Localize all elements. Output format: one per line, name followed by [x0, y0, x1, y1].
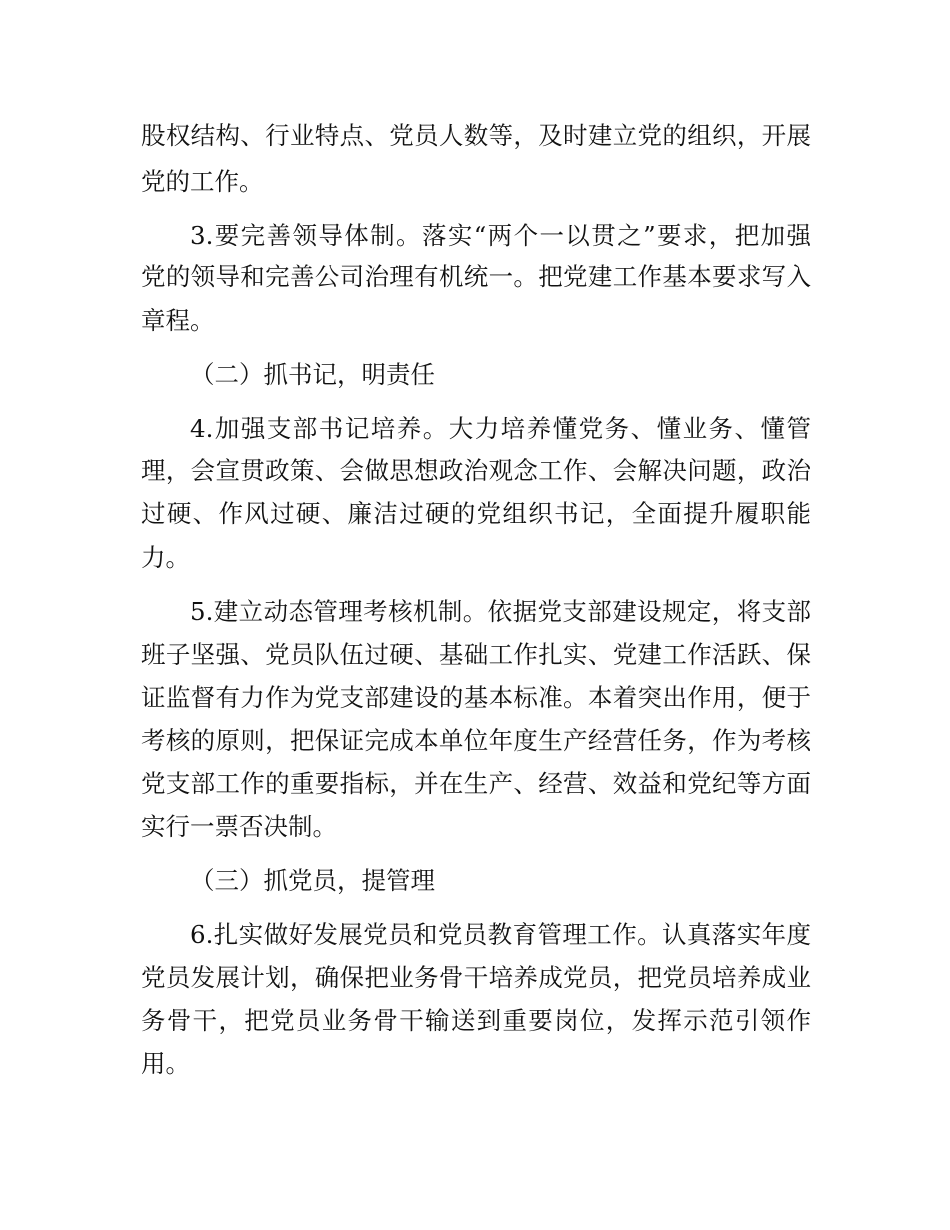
paragraph-line: 班子坚强、党员队伍过硬、基础工作扎实、党建工作活跃、保 — [141, 640, 811, 669]
paragraph-line: 6.扎实做好发展党员和党员教育管理工作。认真落实年度 — [190, 920, 811, 949]
section-heading: （二）抓书记，明责任 — [190, 360, 435, 389]
paragraph-line: 实行一票否决制。 — [141, 812, 337, 841]
paragraph-line: 4.加强支部书记培养。大力培养懂党务、懂业务、懂管 — [190, 414, 811, 443]
paragraph-line: 党支部工作的重要指标，并在生产、经营、效益和党纪等方面 — [141, 769, 811, 798]
paragraph-line: 章程。 — [141, 306, 215, 335]
paragraph-line: 考核的原则，把保证完成本单位年度生产经营任务，作为考核 — [141, 726, 811, 755]
paragraph-line: 党的领导和完善公司治理有机统一。把党建工作基本要求写入 — [141, 262, 811, 291]
paragraph-line: 党的工作。 — [141, 167, 264, 196]
paragraph-line: 5.建立动态管理考核机制。依据党支部建设规定，将支部 — [190, 597, 811, 626]
paragraph-line: 证监督有力作为党支部建设的基本标准。本着突出作用，便于 — [141, 683, 811, 712]
paragraph-line: 力。 — [141, 543, 190, 572]
paragraph-line: 过硬、作风过硬、廉洁过硬的党组织书记，全面提升履职能 — [141, 499, 811, 528]
paragraph-line: 用。 — [141, 1049, 190, 1078]
paragraph-line: 务骨干，把党员业务骨干输送到重要岗位，发挥示范引领作 — [141, 1006, 811, 1035]
paragraph-line: 股权结构、行业特点、党员人数等，及时建立党的组织，开展 — [141, 121, 811, 150]
paragraph-line: 党员发展计划，确保把业务骨干培养成党员，把党员培养成业 — [141, 963, 811, 992]
paragraph-line: 理，会宣贯政策、会做思想政治观念工作、会解决问题，政治 — [141, 456, 811, 485]
section-heading: （三）抓党员，提管理 — [190, 866, 435, 895]
paragraph-line: 3.要完善领导体制。落实“两个一以贯之”要求，把加强 — [190, 221, 811, 250]
